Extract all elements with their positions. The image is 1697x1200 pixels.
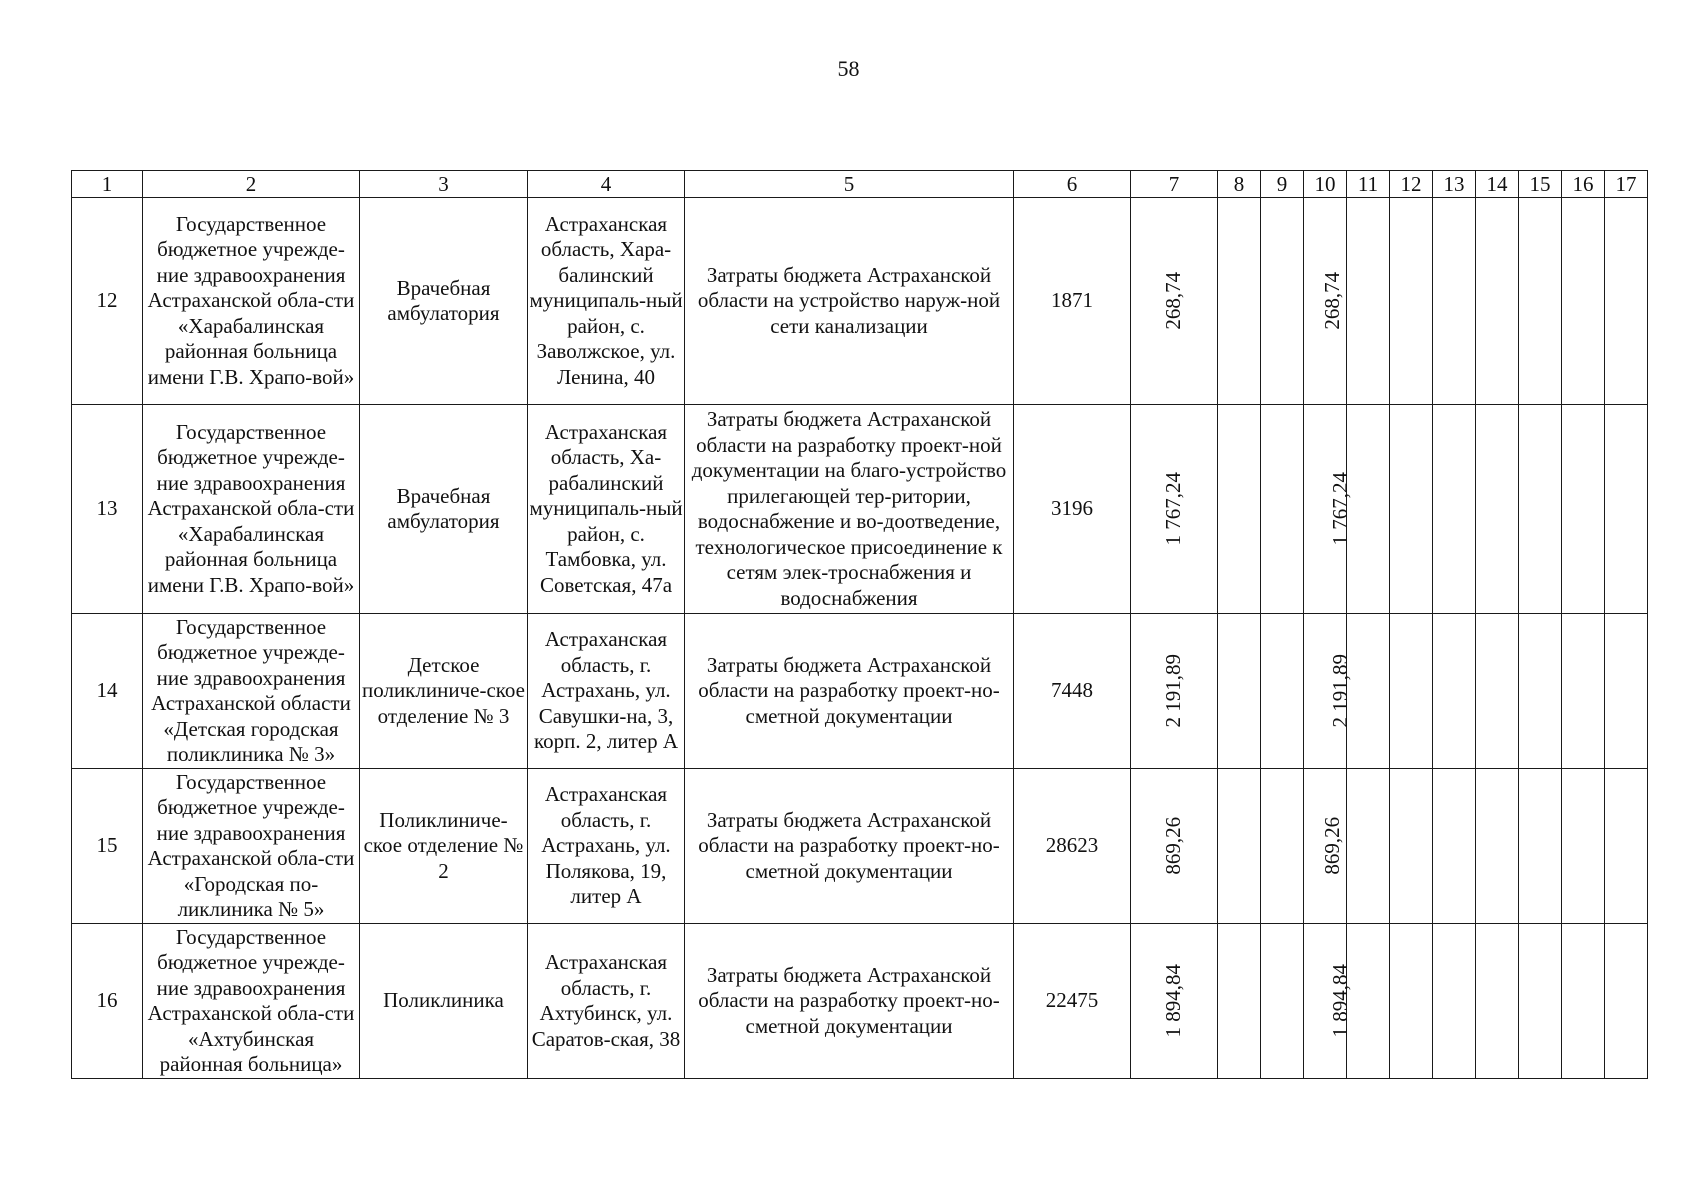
column-header: 14 xyxy=(1476,171,1519,198)
object-address: Астраханская область, Хара-балинский муниципаль-ный район, с. Заволжское, ул. Ленина, 40 xyxy=(528,198,685,405)
table-row xyxy=(72,405,1648,614)
empty-cell xyxy=(1347,769,1390,924)
col10-cell xyxy=(1304,769,1347,924)
object-address: Астраханская область, г. Астрахань, ул. Савушки-на, 3, корп. 2, литер А xyxy=(528,614,685,769)
budget-table xyxy=(71,170,1648,1079)
col10-value: 1 767,24 xyxy=(1328,472,1352,546)
col10-cell xyxy=(1304,405,1352,614)
empty-cell xyxy=(1390,769,1433,924)
column-header: 3 xyxy=(360,171,528,198)
empty-cell xyxy=(1519,198,1562,405)
cost-description: Затраты бюджета Астраханской области на разработку проект-но-сметной документации xyxy=(685,769,1014,924)
empty-cell xyxy=(1605,405,1648,614)
empty-cell xyxy=(1390,405,1433,614)
empty-cell xyxy=(1476,614,1519,769)
col10-value: 2 191,89 xyxy=(1328,654,1352,728)
table-row xyxy=(72,614,1648,769)
empty-cell xyxy=(1218,405,1261,614)
empty-cell xyxy=(1476,198,1519,405)
empty-cell xyxy=(1433,614,1476,769)
institution-name: Государственное бюджетное учрежде-ние здравоохранения Астраханской обла-сти «Харабалинская районная больница имени Г.В. Храпо-вой» xyxy=(143,405,360,614)
col6-value: 7448 xyxy=(1014,614,1131,769)
col7-cell xyxy=(1131,198,1218,405)
col6-value: 22475 xyxy=(1014,924,1131,1079)
column-header: 13 xyxy=(1433,171,1476,198)
col7-value: 869,26 xyxy=(1161,817,1186,875)
empty-cell xyxy=(1261,769,1304,924)
table-row xyxy=(72,924,1648,1079)
object-name: Врачебная амбулатория xyxy=(360,405,528,614)
column-header: 11 xyxy=(1347,171,1390,198)
col7-value: 1 894,84 xyxy=(1161,964,1186,1038)
institution-name: Государственное бюджетное учрежде-ние здравоохранения Астраханской области «Детская городская поликлиника № 3» xyxy=(143,614,360,769)
empty-cell xyxy=(1218,924,1261,1079)
empty-cell xyxy=(1261,405,1304,614)
column-header: 2 xyxy=(143,171,360,198)
column-header: 12 xyxy=(1390,171,1433,198)
cost-description: Затраты бюджета Астраханской области на устройство наруж-ной сети канализации xyxy=(685,198,1014,405)
object-name: Поликлиниче-ское отделение № 2 xyxy=(360,769,528,924)
empty-cell xyxy=(1605,614,1648,769)
col7-value: 268,74 xyxy=(1161,272,1186,330)
empty-cell xyxy=(1390,198,1433,405)
empty-cell xyxy=(1605,924,1648,1079)
empty-cell xyxy=(1519,924,1562,1079)
col7-cell xyxy=(1131,405,1218,614)
col10-cell xyxy=(1304,198,1347,405)
row-number: 15 xyxy=(72,769,143,924)
empty-cell xyxy=(1476,769,1519,924)
empty-cell xyxy=(1562,198,1605,405)
object-name: Поликлиника xyxy=(360,924,528,1079)
empty-cell xyxy=(1433,769,1476,924)
column-header: 7 xyxy=(1131,171,1218,198)
empty-cell xyxy=(1605,198,1648,405)
column-header: 5 xyxy=(685,171,1014,198)
object-name: Детское поликлиниче-ское отделение № 3 xyxy=(360,614,528,769)
empty-cell xyxy=(1519,769,1562,924)
object-address: Астраханская область, г. Астрахань, ул. Полякова, 19, литер А xyxy=(528,769,685,924)
col7-cell xyxy=(1131,924,1218,1079)
col10-cell xyxy=(1304,924,1352,1079)
empty-cell xyxy=(1562,405,1605,614)
col10-value: 1 894,84 xyxy=(1328,964,1352,1038)
column-header: 17 xyxy=(1605,171,1648,198)
empty-cell xyxy=(1562,924,1605,1079)
empty-cell xyxy=(1261,198,1304,405)
col7-cell xyxy=(1131,614,1218,769)
col10-value: 869,26 xyxy=(1320,817,1345,875)
empty-cell xyxy=(1433,405,1476,614)
cost-description: Затраты бюджета Астраханской области на разработку проект-но-сметной документации xyxy=(685,924,1014,1079)
empty-cell xyxy=(1390,614,1433,769)
empty-cell xyxy=(1519,405,1562,614)
page-number: 58 xyxy=(837,56,860,81)
institution-name: Государственное бюджетное учрежде-ние здравоохранения Астраханской обла-сти «Харабалинская районная больница имени Г.В. Храпо-вой» xyxy=(143,198,360,405)
empty-cell xyxy=(1562,614,1605,769)
empty-cell xyxy=(1347,198,1390,405)
empty-cell xyxy=(1476,924,1519,1079)
col7-value: 2 191,89 xyxy=(1161,654,1186,728)
empty-cell xyxy=(1261,614,1304,769)
empty-cell xyxy=(1519,614,1562,769)
col10-value: 268,74 xyxy=(1320,272,1345,330)
object-name: Врачебная амбулатория xyxy=(360,198,528,405)
institution-name: Государственное бюджетное учрежде-ние здравоохранения Астраханской обла-сти «Городская по-ликлиника № 5» xyxy=(143,769,360,924)
empty-cell xyxy=(1562,769,1605,924)
column-header: 6 xyxy=(1014,171,1131,198)
empty-cell xyxy=(1218,614,1261,769)
table-row xyxy=(72,198,1648,405)
empty-cell xyxy=(1390,924,1433,1079)
col7-cell xyxy=(1131,769,1218,924)
empty-cell xyxy=(1218,769,1261,924)
object-address: Астраханская область, Ха-рабалинский муниципаль-ный район, с. Тамбовка, ул. Советская, 47а xyxy=(528,405,685,614)
row-number: 14 xyxy=(72,614,143,769)
column-header: 16 xyxy=(1562,171,1605,198)
row-number: 12 xyxy=(72,198,143,405)
col6-value: 1871 xyxy=(1014,198,1131,405)
empty-cell xyxy=(1605,769,1648,924)
row-number: 13 xyxy=(72,405,143,614)
empty-cell xyxy=(1433,198,1476,405)
col6-value: 28623 xyxy=(1014,769,1131,924)
column-header: 15 xyxy=(1519,171,1562,198)
empty-cell xyxy=(1433,924,1476,1079)
col7-value: 1 767,24 xyxy=(1161,472,1186,546)
empty-cell xyxy=(1261,924,1304,1079)
cost-description: Затраты бюджета Астраханской области на разработку проект-но-сметной документации xyxy=(685,614,1014,769)
table-row xyxy=(72,769,1648,924)
empty-cell xyxy=(1218,198,1261,405)
column-header: 8 xyxy=(1218,171,1261,198)
column-header: 1 xyxy=(72,171,143,198)
column-number-row xyxy=(72,171,1648,198)
institution-name: Государственное бюджетное учрежде-ние здравоохранения Астраханской обла-сти «Ахтубинская районная больница» xyxy=(143,924,360,1079)
column-header: 10 xyxy=(1304,171,1347,198)
col6-value: 3196 xyxy=(1014,405,1131,614)
column-header: 9 xyxy=(1261,171,1304,198)
column-header: 4 xyxy=(528,171,685,198)
empty-cell xyxy=(1476,405,1519,614)
col10-cell xyxy=(1304,614,1352,769)
object-address: Астраханская область, г. Ахтубинск, ул. Саратов-ская, 38 xyxy=(528,924,685,1079)
row-number: 16 xyxy=(72,924,143,1079)
cost-description: Затраты бюджета Астраханской области на разработку проект-ной документации на благо-устройство прилегающей тер-ритории, водоснабжение и во-доотведение, технологическое присоединение к сетям элек-троснабжения и водоснабжения xyxy=(685,405,1014,614)
